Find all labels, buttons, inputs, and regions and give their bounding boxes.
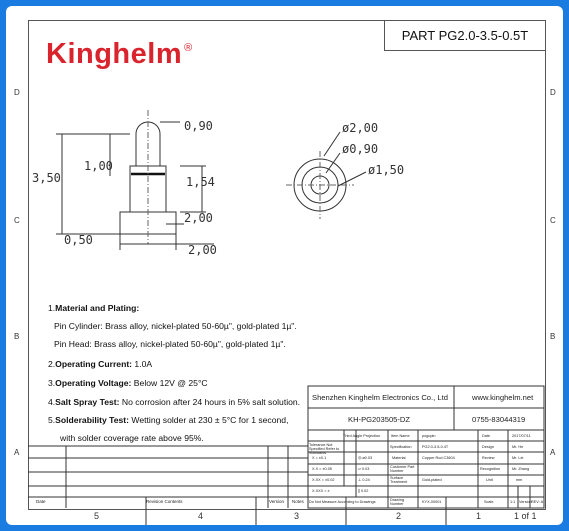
- part-number: PART PG2.0-3.5-0.5T: [384, 20, 545, 51]
- projection: Third Angle Projection: [343, 434, 381, 438]
- revision-value: REV: A: [531, 500, 544, 504]
- tol-4-sym: ∥ 0.02: [358, 489, 369, 493]
- material-label: Material: [392, 456, 406, 460]
- customer-label: Customer Part Number: [390, 465, 415, 474]
- note-2: 2.Operating Current: 1.0A: [48, 359, 153, 369]
- unit-value: mm: [516, 478, 523, 482]
- rev-col-notes: Notes: [292, 499, 304, 504]
- design-label: Design: [482, 445, 494, 449]
- website: www.kinghelm.net: [472, 393, 534, 402]
- phone: 0755-83044319: [472, 415, 526, 424]
- dim-mid: ø1,50: [368, 163, 405, 177]
- zone-right-b: B: [550, 332, 556, 341]
- tol-4: X.XXX = ±: [312, 489, 330, 493]
- recognition-label: Recognition: [480, 467, 501, 471]
- no-measure: Do Not Measure According to Drawings: [309, 500, 376, 504]
- review-label: Review: [482, 456, 495, 460]
- company: Shenzhen Kinghelm Electronics Co., Ltd: [312, 393, 448, 402]
- unit-label: Unit: [486, 478, 493, 482]
- drawing-number-label: Drawing Number: [390, 498, 404, 507]
- spec-label: Specification: [390, 445, 412, 449]
- dim-body-h: 1,54: [186, 175, 215, 189]
- zone-left-c: C: [14, 216, 20, 225]
- tol-2-sym: ▱ 0.03: [358, 467, 370, 471]
- review-value: Mr. Lei: [512, 456, 524, 460]
- surface-value: Gold-plated: [422, 478, 442, 482]
- technical-drawing: [6, 6, 563, 525]
- drawing-sheet: [6, 6, 563, 525]
- date-value: 2017/07/11: [512, 434, 531, 438]
- dim-outer: ø2,00: [342, 121, 379, 135]
- dim-inner: ø0,90: [342, 142, 379, 156]
- zone-bottom-3: 3: [294, 511, 300, 521]
- sheet-count: 1 of 1: [514, 511, 537, 521]
- design-value: Mr. He: [512, 445, 524, 449]
- tolerance-head: Tolerance Not Specified Refer to Standards: [309, 443, 340, 456]
- drawing-number-value: KYX-00001: [422, 500, 442, 504]
- dim-flange-h: 0,50: [64, 233, 93, 247]
- scale-label: Scale: [484, 500, 494, 504]
- version-label: Version: [519, 500, 532, 504]
- dim-base-w: 2,00: [188, 243, 217, 257]
- zone-bottom-2: 2: [396, 511, 402, 521]
- tol-3: X.XX = ±0.02: [312, 478, 335, 482]
- material-value: Copper Rod C3604: [422, 456, 455, 460]
- kinghelm-logo: Kinghelm ®: [46, 38, 193, 70]
- date-label: Date: [482, 434, 491, 438]
- note-3: 3.Operating Voltage: Below 12V @ 25°C: [48, 378, 208, 388]
- zone-left-b: B: [14, 332, 20, 341]
- zone-left-d: D: [14, 88, 20, 97]
- item-name: pogopin: [422, 434, 436, 438]
- tol-2: X.X = ±0.05: [312, 467, 332, 471]
- rev-col-version: Version: [269, 499, 285, 504]
- note-5b: with solder coverage rate above 95%.: [60, 433, 204, 443]
- note-1: 1.Material and Plating:: [48, 303, 140, 313]
- surface-label: Surface Treatment: [390, 476, 408, 485]
- note-5: 5.Solderability Test: Wetting solder at 230 ± 5°C for 1 second,: [48, 415, 289, 425]
- note-1a: Pin Cylinder: Brass alloy, nickel-plated 50-60µ", gold-plated 1µ".: [54, 321, 297, 331]
- note-1b: Pin Head: Brass alloy, nickel-plated 50-60µ", gold-plated 1µ".: [54, 339, 286, 349]
- scale-value: 1:1: [510, 500, 516, 504]
- rev-col-contents: Revision Contents: [146, 499, 183, 504]
- zone-right-d: D: [550, 88, 556, 97]
- zone-bottom-4: 4: [198, 511, 204, 521]
- tol-1: X = ±0.1: [312, 456, 327, 460]
- dim-flange-w: 2,00: [184, 211, 213, 225]
- dim-head-h: 1,00: [84, 159, 113, 173]
- recognition-value: Mr. Zhang: [512, 467, 530, 471]
- dim-total-h: 3,50: [32, 171, 61, 185]
- zone-bottom-1: 1: [476, 511, 482, 521]
- rev-col-date: Date: [36, 499, 46, 504]
- zone-bottom-5: 5: [94, 511, 100, 521]
- item-name-label: Item Name: [391, 434, 410, 438]
- note-4: 4.Salt Spray Test: No corrosion after 24 hours in 5% salt solution.: [48, 397, 301, 407]
- dim-tip: 0,90: [184, 119, 213, 133]
- drawing-no: KH-PG203505-DZ: [348, 415, 411, 424]
- zone-right-a: A: [550, 448, 556, 457]
- zone-left-a: A: [14, 448, 20, 457]
- tol-3-sym: ⊥ 0.24: [358, 478, 370, 482]
- spec-value: PG2.0-3.5-0.4T: [422, 445, 449, 449]
- tol-1-sym: ◎ ø0.03: [358, 456, 373, 460]
- zone-right-c: C: [550, 216, 556, 225]
